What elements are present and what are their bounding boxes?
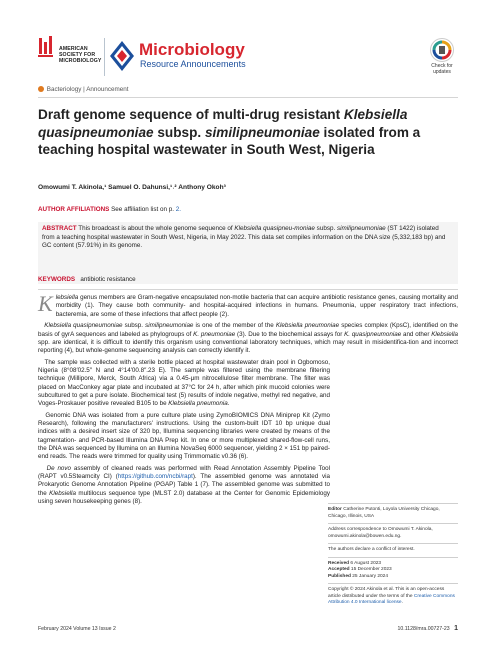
license-link[interactable]: Creative Commons Attribution 4.0 International license — [328, 593, 455, 605]
editor-info: Editor Catherine Putonti, Loyola University Chicago, Chicago, Illinois, USA — [328, 507, 440, 519]
open-access-icon — [38, 86, 44, 92]
rapt-github-link[interactable]: https://github.com/ncbi/rapt — [117, 473, 193, 480]
header-divider — [104, 38, 105, 76]
abstract-box — [38, 222, 458, 284]
sidebar-rule — [328, 557, 458, 558]
page-number: 1 — [454, 625, 458, 632]
keywords-label: KEYWORDS — [38, 276, 76, 283]
accepted-date: Accepted 15 December 2023 — [328, 567, 392, 572]
author-list[interactable]: Omowumi T. Akinola,¹ Samuel O. Dahunsi,¹˒² Anthony Okoh³ — [38, 184, 226, 191]
body-paragraph-5: De novo assembly of cleaned reads was performed with Read Annotation Assembly Pipeline Tool (RAPT v0.5Steamcity CI) (https://github.com/ncbi/rapt). The assembled genome was annotated via Prokaryotic Genome Annotation Pipeline (PGAP) Table 1 (7). The assembled genome was submitted to the Klebsiella multilocus sequence type (MLST 2.0) database at the Center for Genomic Epidemiology using seven housekeeping genes (8). — [38, 464, 330, 505]
check-updates-icon — [430, 38, 454, 62]
journal-header — [38, 34, 458, 80]
article-category: Bacteriology | Announcement — [38, 86, 129, 93]
article-title: Draft genome sequence of multi-drug resistant Klebsiella quasipneumoniae subsp. similipneumoniae isolated from a teaching hospital wastewater in South West, Nigeria — [38, 107, 421, 157]
body-paragraph-1: Klebsiella genus members are Gram-negative encapsulated non-motile bacteria that can acquire antibiotic resistance genes, causing mortality and morbidity (1). They cause both community- and hospital-acquired infections in humans. Pneumonia, upper respiratory tract infections, bacteremia, are some of these infections that affect people (2). — [38, 291, 458, 318]
affiliations-label: AUTHOR AFFILIATIONS — [38, 206, 110, 213]
correspondence-info: Address correspondence to Omowumi T. Akinola, omowumi.akinola@bowen.edu.ng. — [328, 527, 433, 539]
drop-cap: K — [38, 291, 53, 316]
abstract-text: ABSTRACT This broadcast is about the whole genome sequence of Klebsiella quasipneu-moniae subsp. similipneumoniae (ST 1422) isolated from a teaching hospital wastewater in South West, Nigeria, in May 2022. This data set compiles information on the DNA size (5,332,183 bp) and GC content (57.91%) in its genome. — [42, 225, 446, 250]
body-paragraph-4: Genomic DNA was isolated from a pure culture plate using ZymoBIOMICS DNA Miniprep Kit (Zymo Research), following the manufacturers' instructions. Using the custom-built IDT 10 bp unique dual indices with a desired insert size of 320 bp, Illumina sequencing libraries were created by means of the tagmentation- and PCR-based Illumina DNA Prep kit. In one or more multiplexed shared-flow-cell runs, the DNA was sequenced by Illumina on an Illumina NovaSeq 6000 sequencer, yielding 2 × 151 bp paired-end reads. The reads were trimmed for quality using Trimmomatic v0.36 (6). — [38, 411, 330, 460]
journal-logo-icon — [109, 40, 135, 72]
keywords-rule — [38, 289, 458, 290]
received-date: Received 6 August 2023 — [328, 560, 382, 566]
asm-logo-text: AMERICAN SOCIETY FOR MICROBIOLOGY — [59, 46, 102, 65]
sidebar-rule — [328, 543, 458, 544]
keyword-item[interactable]: antibiotic resistance — [80, 276, 136, 283]
footer-right — [398, 625, 458, 632]
sidebar-rule — [328, 523, 458, 524]
check-for-updates-badge[interactable] — [424, 38, 460, 82]
issue-info: February 2024 Volume 13 Issue 2 — [38, 626, 116, 632]
affiliations-page-link[interactable]: 2. — [175, 206, 182, 213]
article-body — [38, 291, 458, 510]
doi-link[interactable]: 10.1128/mra.00727-23 — [397, 626, 450, 632]
article-info-sidebar — [328, 500, 458, 607]
sidebar-rule — [328, 583, 458, 584]
journal-subtitle: Resource Announcements — [140, 59, 246, 69]
asm-logo-icon — [38, 36, 54, 58]
conflict-statement: The authors declare a conflict of interest. — [328, 547, 415, 552]
copyright-notice: Copyright © 2024 Akinola et al. This is an open-access article distributed under the terms of the Creative Commons Attribution 4.0 International license. — [328, 587, 455, 605]
sidebar-rule — [328, 503, 458, 504]
asm-logo[interactable] — [38, 36, 108, 80]
abstract-label: ABSTRACT — [42, 225, 77, 232]
header-rule — [38, 97, 458, 98]
published-date: Published 25 January 2024 — [328, 573, 388, 579]
keywords — [38, 276, 136, 283]
body-paragraph-3: The sample was collected with a sterile bottle placed at hospital wastewater drain pool in Ogbomoso, Nigeria (8°08′02.5″ N and 4°14′00.8″.23 E). The sample was filtered using the membrane filtering technique (Millipore, Merck, South Africa) via a 0.45-μm nitrocellulose filter membrane. The filter was placed on MacConkey agar plate and incubated at 37°C for 24 h, after which pink mucoid colonies were subcultured to get a pure isolate. Biochemical test (5) results of indole negative, methyl red negative, and Voges-Proskauer positive revealed B105 to be Klebsiella pneumonia. — [38, 358, 330, 407]
body-paragraph-2: Klebsiella quasipneumoniae subsp. similipneumoniae is one of the member of the Klebsiella pneumoniae species complex (KpsC), identified on the basis of gyrA sequences and labeled as phylogroups of K. pneumoniae (3). Due to the biochemical assays for K. quasipneumoniae and other Klebsiella spp. are identical, it is difficult to identify this organism using conventional laboratory techniques, which may result in misidentifica-tion and incorrect reporting (4), but whole-genome sequencing analysis can correctly identify it. — [38, 322, 458, 354]
check-updates-label: Check for updates — [431, 63, 453, 75]
journal-title: Microbiology — [139, 40, 245, 59]
author-affiliations: AUTHOR AFFILIATIONS See affiliation list on p. 2. — [38, 206, 182, 213]
